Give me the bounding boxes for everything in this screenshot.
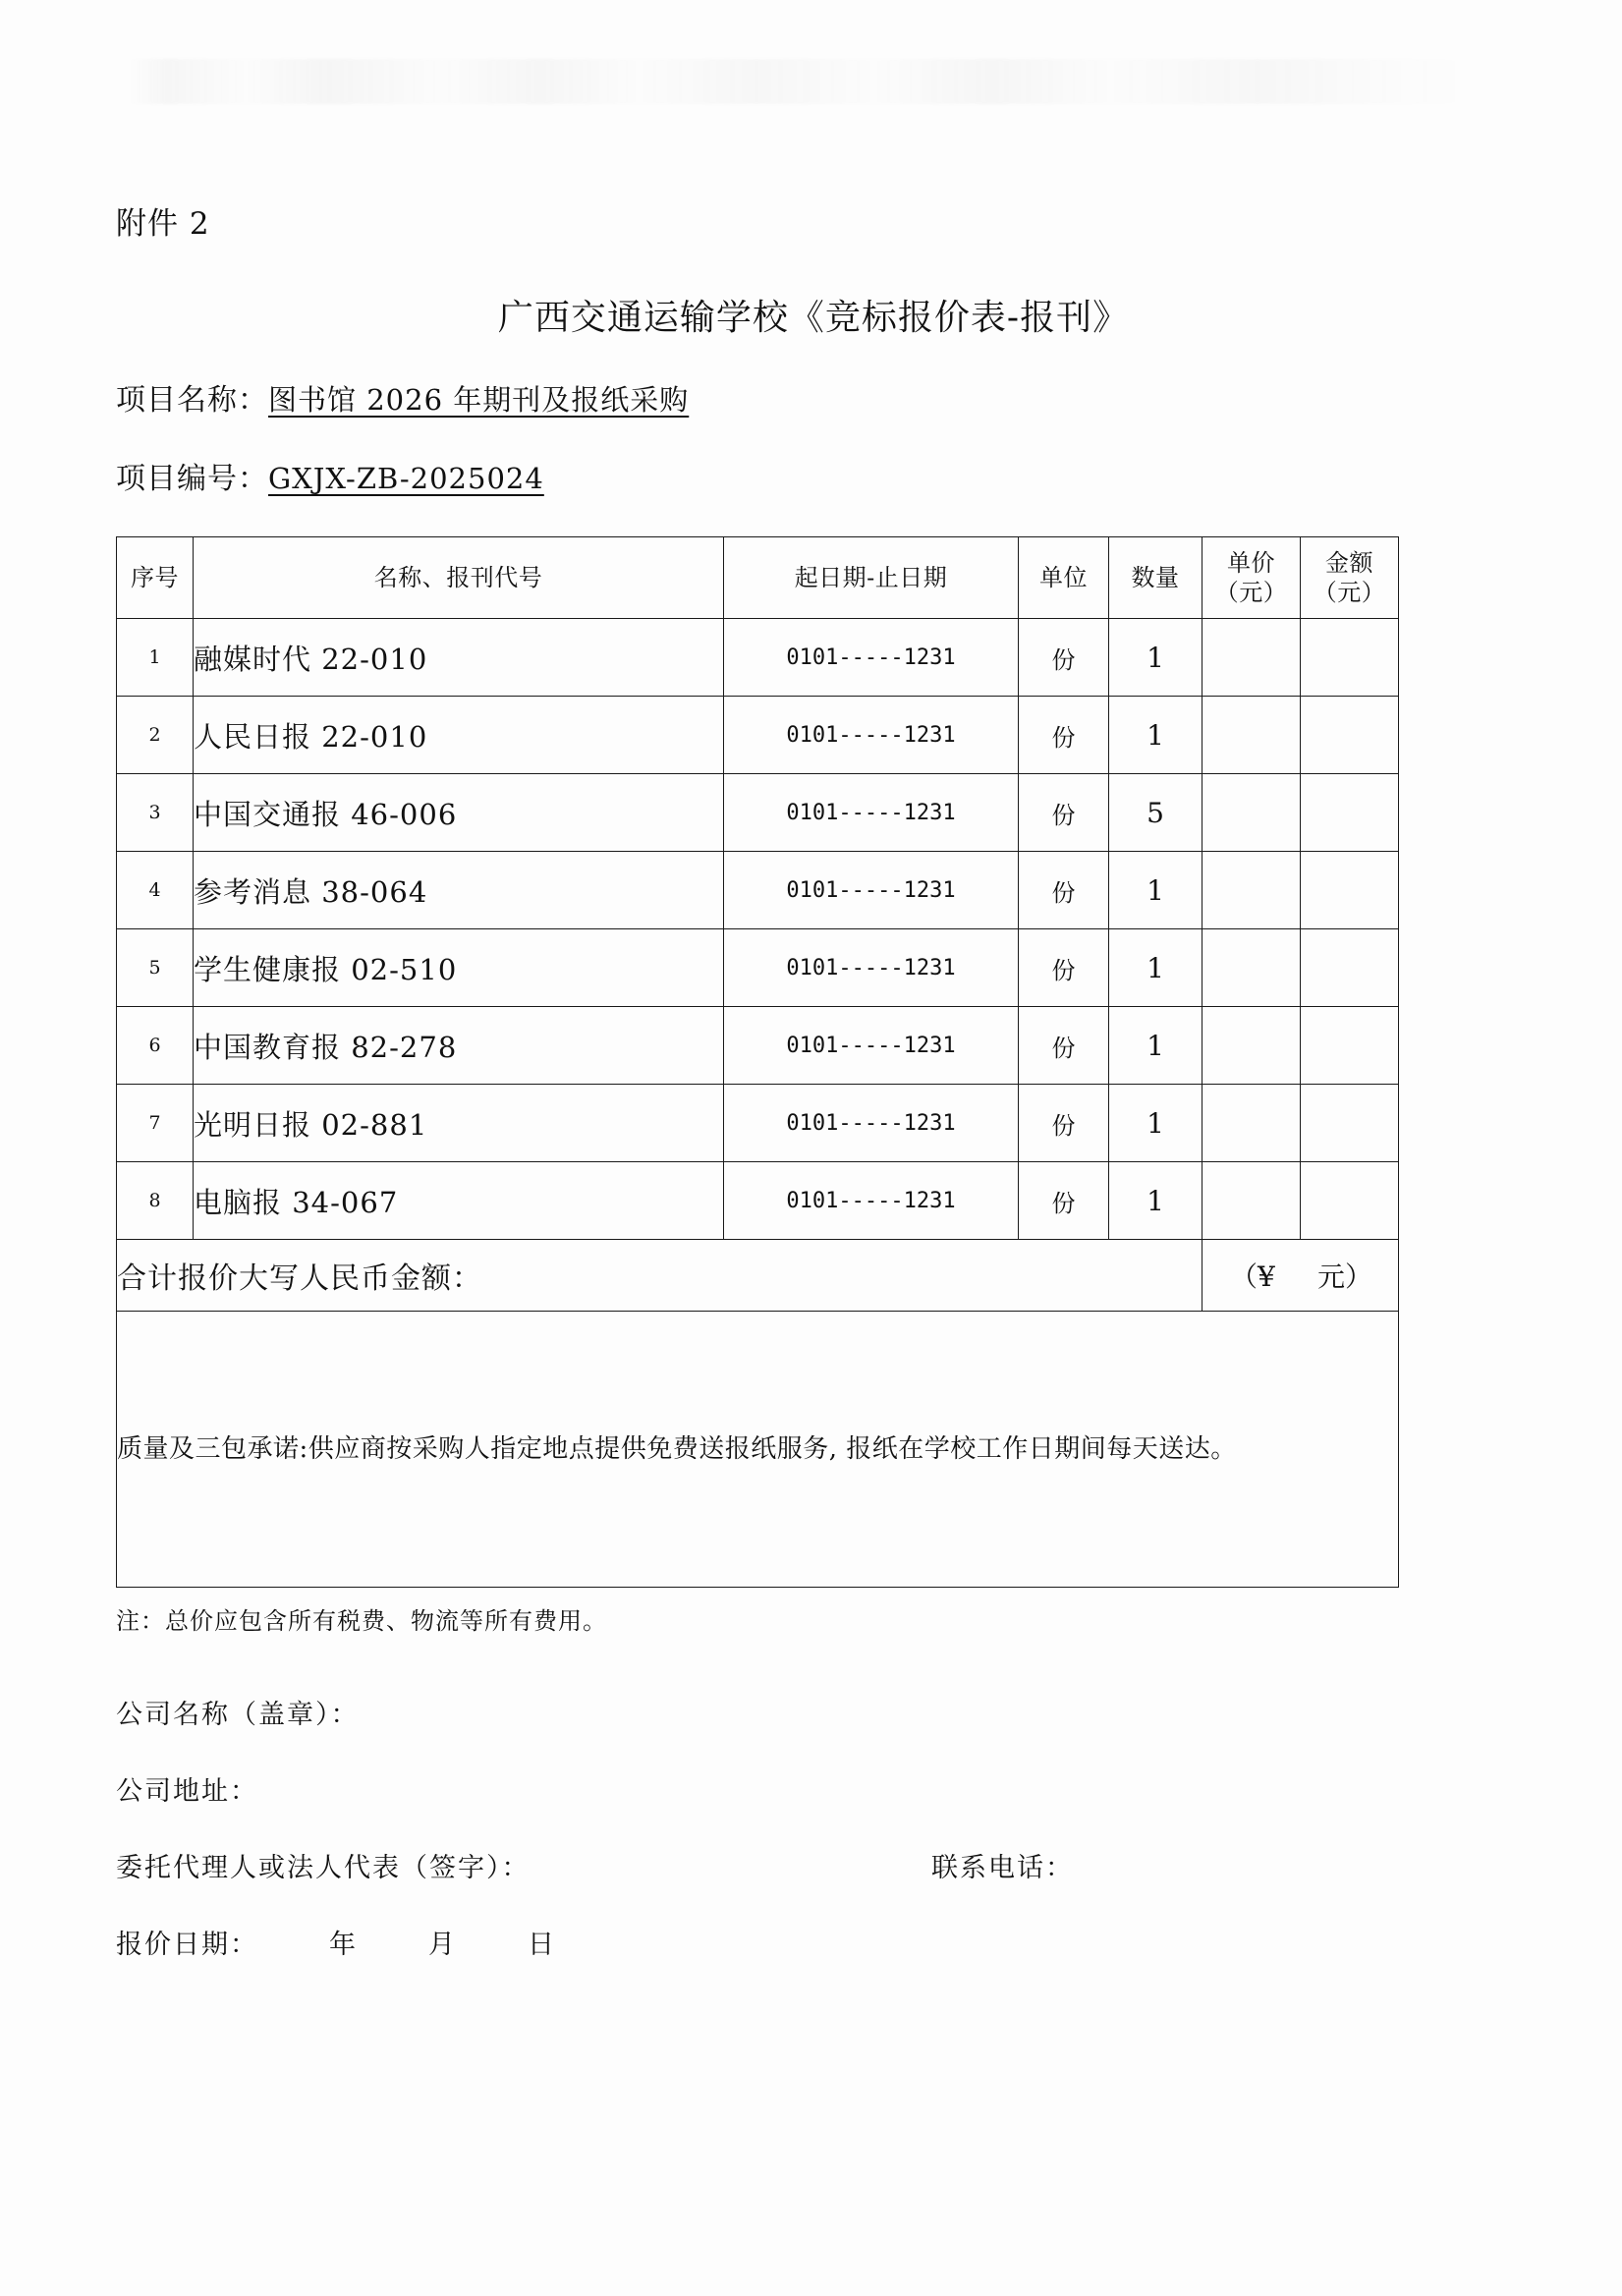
- cell-index: 7: [117, 1085, 194, 1162]
- total-label: 合计报价大写人民币金额：: [117, 1240, 1203, 1312]
- document-content: [116, 0, 1511, 1999]
- project-number-value: GXJX-ZB-2025024: [268, 462, 544, 496]
- attachment-label: 附件 2: [116, 206, 210, 242]
- promise-text: 质量及三包承诺:供应商按采购人指定地点提供免费送报纸服务, 报纸在学校工作日期间每天送达。: [117, 1312, 1399, 1588]
- cell-unit: 份: [1019, 774, 1109, 852]
- agent-label: 委托代理人或法人代表（签字）：: [116, 1853, 531, 1884]
- day-label: 日: [528, 1930, 556, 1961]
- table-row: [117, 1085, 1399, 1162]
- quotation-table: [116, 536, 1399, 1588]
- cell-unit: 份: [1019, 697, 1109, 774]
- cell-name: 学生健康报 02-510: [194, 929, 724, 1007]
- page-title: 广西交通运输学校《竞标报价表-报刊》: [497, 298, 1130, 339]
- cell-date-range: 0101-----1231: [724, 1085, 1019, 1162]
- cell-amount[interactable]: [1301, 697, 1399, 774]
- cell-index: 1: [117, 619, 194, 697]
- table-row: [117, 697, 1399, 774]
- cell-amount[interactable]: [1301, 1007, 1399, 1085]
- cell-index: 4: [117, 852, 194, 929]
- cell-quantity: 1: [1109, 619, 1203, 697]
- column-header-date-range: 起日期-止日期: [724, 537, 1019, 619]
- cell-name: 中国交通报 46-006: [194, 774, 724, 852]
- cell-name: 融媒时代 22-010: [194, 619, 724, 697]
- cell-name: 中国教育报 82-278: [194, 1007, 724, 1085]
- project-name-label: 项目名称：: [116, 383, 268, 419]
- cell-quantity: 5: [1109, 774, 1203, 852]
- cell-unit-price[interactable]: [1203, 774, 1301, 852]
- cell-index: 6: [117, 1007, 194, 1085]
- cell-quantity: 1: [1109, 1007, 1203, 1085]
- cell-unit-price[interactable]: [1203, 852, 1301, 929]
- cell-date-range: 0101-----1231: [724, 774, 1019, 852]
- footnote: 注：总价应包含所有税费、物流等所有费用。: [116, 1607, 607, 1636]
- company-address-line[interactable]: [116, 1769, 1511, 1808]
- cell-quantity: 1: [1109, 1162, 1203, 1240]
- cell-date-range: 0101-----1231: [724, 929, 1019, 1007]
- promise-row: [117, 1312, 1399, 1588]
- cell-date-range: 0101-----1231: [724, 619, 1019, 697]
- quote-date-line[interactable]: [116, 1923, 1511, 1961]
- cell-unit: 份: [1019, 1085, 1109, 1162]
- cell-quantity: 1: [1109, 852, 1203, 929]
- cell-unit-price[interactable]: [1203, 1085, 1301, 1162]
- project-number-line: [116, 454, 1511, 497]
- cell-amount[interactable]: [1301, 774, 1399, 852]
- total-value-cell[interactable]: [1203, 1240, 1399, 1312]
- cell-date-range: 0101-----1231: [724, 852, 1019, 929]
- cell-amount[interactable]: [1301, 852, 1399, 929]
- table-row: [117, 774, 1399, 852]
- cell-quantity: 1: [1109, 929, 1203, 1007]
- phone-label: 联系电话：: [931, 1853, 1074, 1884]
- table-row: [117, 852, 1399, 929]
- cell-index: 5: [117, 929, 194, 1007]
- cell-name: 光明日报 02-881: [194, 1085, 724, 1162]
- cell-unit: 份: [1019, 1007, 1109, 1085]
- column-header-amount-line1: 金额: [1325, 549, 1373, 578]
- quote-date-label: 报价日期：: [116, 1930, 258, 1961]
- column-header-amount-line2: （元）: [1313, 579, 1386, 607]
- cell-unit: 份: [1019, 1162, 1109, 1240]
- cell-unit: 份: [1019, 852, 1109, 929]
- column-header-amount: [1301, 537, 1399, 619]
- signature-block: [116, 1693, 1511, 1961]
- cell-date-range: 0101-----1231: [724, 1007, 1019, 1085]
- year-label: 年: [329, 1930, 358, 1961]
- company-name-label: 公司名称（盖章）：: [116, 1700, 360, 1731]
- cell-amount[interactable]: [1301, 619, 1399, 697]
- company-name-line[interactable]: [116, 1693, 1511, 1731]
- column-header-index: 序号: [117, 537, 194, 619]
- project-name-line: [116, 375, 1511, 419]
- month-label: 月: [428, 1930, 457, 1961]
- cell-amount[interactable]: [1301, 1162, 1399, 1240]
- cell-unit: 份: [1019, 929, 1109, 1007]
- agent-signature-line[interactable]: [116, 1846, 1511, 1884]
- cell-date-range: 0101-----1231: [724, 697, 1019, 774]
- currency-symbol: （¥: [1230, 1260, 1275, 1294]
- column-header-name: 名称、报刊代号: [194, 537, 724, 619]
- cell-date-range: 0101-----1231: [724, 1162, 1019, 1240]
- table-row: [117, 1007, 1399, 1085]
- cell-unit-price[interactable]: [1203, 929, 1301, 1007]
- table-row: [117, 619, 1399, 697]
- table-row: [117, 1162, 1399, 1240]
- cell-unit-price[interactable]: [1203, 1162, 1301, 1240]
- cell-index: 3: [117, 774, 194, 852]
- total-row: [117, 1240, 1399, 1312]
- cell-name: 电脑报 34-067: [194, 1162, 724, 1240]
- cell-index: 2: [117, 697, 194, 774]
- table-row: [117, 929, 1399, 1007]
- cell-amount[interactable]: [1301, 1085, 1399, 1162]
- currency-unit: 元）: [1316, 1260, 1372, 1294]
- column-header-unit-price-line1: 单价: [1227, 549, 1275, 578]
- cell-quantity: 1: [1109, 697, 1203, 774]
- project-name-value: 图书馆 2026 年期刊及报纸采购: [268, 383, 690, 418]
- cell-unit-price[interactable]: [1203, 697, 1301, 774]
- column-header-unit-price-line2: （元）: [1214, 579, 1288, 607]
- cell-unit-price[interactable]: [1203, 1007, 1301, 1085]
- table-header-row: [117, 537, 1399, 619]
- cell-unit: 份: [1019, 619, 1109, 697]
- column-header-quantity: 数量: [1109, 537, 1203, 619]
- project-number-label: 项目编号：: [116, 462, 268, 497]
- company-address-label: 公司地址：: [116, 1776, 258, 1808]
- column-header-unit: 单位: [1019, 537, 1109, 619]
- column-header-unit-price: [1203, 537, 1301, 619]
- cell-name: 参考消息 38-064: [194, 852, 724, 929]
- cell-unit-price[interactable]: [1203, 619, 1301, 697]
- cell-quantity: 1: [1109, 1085, 1203, 1162]
- cell-name: 人民日报 22-010: [194, 697, 724, 774]
- cell-index: 8: [117, 1162, 194, 1240]
- cell-amount[interactable]: [1301, 929, 1399, 1007]
